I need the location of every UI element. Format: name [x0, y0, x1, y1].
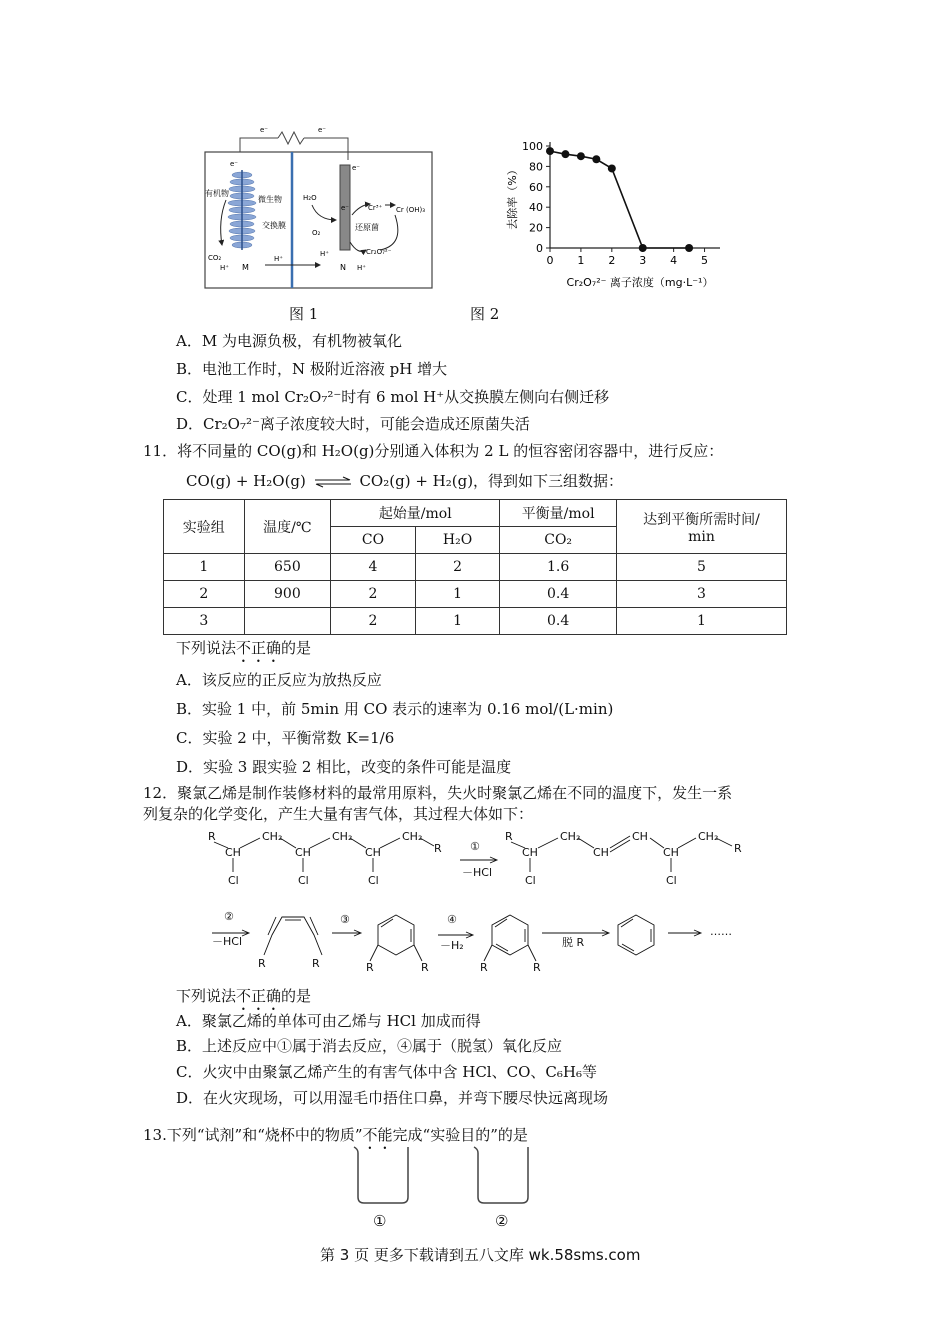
equilibrium-arrow-icon: [313, 476, 353, 488]
q11-data-table: [163, 499, 787, 635]
scheme-minus-hcl-1: －HCl: [462, 866, 493, 879]
q11-option-c: C．实验 2 中，平衡常数 K=1/6: [176, 729, 395, 747]
th-time-line2: min: [688, 528, 715, 545]
cell: 2: [415, 554, 500, 581]
fig1-label-m: M: [242, 263, 249, 272]
cell: 2: [331, 581, 416, 608]
cell: 3: [164, 608, 245, 635]
cell: 2: [331, 608, 416, 635]
scheme-ch: CH: [365, 846, 381, 859]
figure-2-removal-rate-chart: [500, 130, 730, 300]
fig1-label-electron-mid: e⁻: [341, 204, 350, 212]
q12-option-d: D．在火灾现场，可以用湿毛巾捂住口鼻，并弯下腰尽快远离现场: [176, 1089, 609, 1107]
cell: 0.4: [500, 581, 617, 608]
beaker-1-icon: [352, 1143, 414, 1205]
cell: 900: [244, 581, 331, 608]
th-h2o: H₂O: [415, 527, 500, 554]
scheme-ch2: CH₂: [560, 830, 581, 843]
fig1-label-electron-left: e⁻: [230, 160, 239, 168]
q11-equation-left: CO(g) + H₂O(g): [186, 472, 306, 490]
scheme-ch2: CH₂: [402, 830, 423, 843]
x-tick-label: 1: [577, 254, 585, 267]
x-tick-label: 3: [639, 254, 647, 267]
q11-ask-post: 的是: [281, 639, 312, 657]
scheme-ch: CH: [632, 830, 648, 843]
scheme-ch: CH: [663, 846, 679, 859]
fig1-label-hplus-mid: H⁺: [274, 255, 283, 263]
q12-ask-emphasis: 不正确: [236, 987, 282, 1005]
beaker-2-label: ②: [495, 1212, 509, 1230]
data-point: [561, 150, 569, 158]
q12-option-b: B．上述反应中①属于消去反应，④属于（脱氢）氧化反应: [176, 1037, 563, 1055]
cell: 3: [616, 581, 786, 608]
x-tick-label: 0: [546, 254, 554, 267]
y-tick-label: 100: [522, 140, 543, 153]
cell: 4: [331, 554, 416, 581]
scheme-ch: CH: [593, 846, 609, 859]
data-point: [577, 152, 585, 160]
table-row: [164, 554, 787, 581]
x-axis-label: Cr₂O₇²⁻ 离子浓度（mg·L⁻¹）: [566, 276, 714, 289]
q11-option-a: A．该反应的正反应为放热反应: [176, 671, 382, 689]
figure-1-battery-diagram: [200, 120, 440, 292]
q11-option-b: B．实验 1 中，前 5min 用 CO 表示的速率为 0.16 mol/(L·min): [176, 700, 614, 718]
fig1-label-organic: 有机物: [205, 189, 229, 198]
fig1-label-cr2o7: Cr₂O₇²⁻: [366, 248, 392, 256]
scheme-de-r: 脱 R: [562, 936, 585, 949]
series-line: [550, 151, 689, 248]
fig1-label-hplus-right: H⁺: [320, 250, 329, 258]
fig1-label-reducing-bacteria: 还原菌: [355, 223, 379, 232]
fig1-label-n: N: [340, 263, 346, 272]
cell: [244, 608, 331, 635]
fig1-label-electron-right: e⁻: [352, 164, 361, 172]
th-start: 起始量/mol: [331, 500, 500, 527]
scheme-cl: Cl: [525, 874, 536, 887]
q12-ask: [176, 986, 311, 1014]
q10-option-b: B．电池工作时，N 极附近溶液 pH 增大: [176, 360, 448, 378]
cell: 2: [164, 581, 245, 608]
q12-option-a: A．聚氯乙烯的单体可由乙烯与 HCl 加成而得: [176, 1012, 481, 1030]
fig1-label-h2o: H₂O: [303, 194, 317, 202]
th-eq: 平衡量/mol: [500, 500, 617, 527]
scheme-ellipsis: ……: [710, 925, 732, 938]
figure-2-caption: 图 2: [470, 305, 500, 323]
q13-stem-emphasis: 不能: [362, 1126, 393, 1144]
q12-stem-line2: 列复杂的化学变化，产生大量有害气体，其过程大体如下：: [143, 805, 534, 823]
q11-ask-pre: 下列说法: [176, 639, 237, 657]
scheme-step-1: ①: [470, 840, 480, 853]
scheme-cl: Cl: [298, 874, 309, 887]
th-group: 实验组: [164, 500, 245, 554]
scheme-cl: Cl: [368, 874, 379, 887]
fig1-label-electron-top-left: e⁻: [260, 126, 269, 134]
th-co: CO: [331, 527, 416, 554]
scheme-cl: Cl: [228, 874, 239, 887]
q10-option-d: D．Cr₂O₇²⁻离子浓度较大时，可能会造成还原菌失活: [176, 415, 530, 433]
q12-ask-pre: 下列说法: [176, 987, 237, 1005]
scheme-ch: CH: [295, 846, 311, 859]
fig1-label-microbe: 微生物: [258, 195, 282, 204]
y-tick-label: 60: [529, 180, 543, 194]
cell: 1: [164, 554, 245, 581]
scheme-minus-h2: －H₂: [440, 939, 464, 952]
q12-option-c: C．火灾中由聚氯乙烯产生的有害气体中含 HCl、CO、C₆H₆等: [176, 1063, 597, 1081]
fig1-label-co2: CO₂: [208, 254, 222, 262]
fig1-label-o2: O₂: [312, 229, 321, 237]
q10-option-a: A．M 为电源负极，有机物被氧化: [176, 332, 402, 350]
fig1-label-membrane: 交换膜: [262, 221, 286, 230]
scheme-r: R: [312, 957, 320, 970]
q12-ask-post: 的是: [281, 987, 312, 1005]
y-tick-label: 20: [529, 221, 543, 235]
cell: 1: [616, 608, 786, 635]
q11-equation-right: CO₂(g) + H₂(g)，得到如下三组数据：: [359, 472, 624, 490]
th-temp: 温度/℃: [244, 500, 331, 554]
scheme-r: R: [434, 842, 442, 855]
q11-option-d: D．实验 3 跟实验 2 相比，改变的条件可能是温度: [176, 758, 512, 776]
scheme-step-4: ④: [447, 913, 457, 926]
scheme-r: R: [258, 957, 266, 970]
th-co2: CO₂: [500, 527, 617, 554]
scheme-r: R: [734, 842, 742, 855]
th-time: [616, 500, 786, 554]
data-point: [685, 244, 693, 252]
q13-stem-pre: 13.下列“试剂”和“烧杯中的物质”: [143, 1126, 363, 1144]
scheme-step-3: ③: [340, 913, 350, 926]
cell: 0.4: [500, 608, 617, 635]
data-point: [608, 164, 616, 172]
scheme-minus-hcl-2: －HCl: [212, 935, 243, 948]
y-axis-label: 去除率（%）: [506, 164, 519, 230]
table-row: [164, 581, 787, 608]
data-point: [592, 155, 600, 163]
th-time-line1: 达到平衡所需时间/: [643, 511, 760, 528]
cell: 1.6: [500, 554, 617, 581]
scheme-ch2: CH₂: [698, 830, 719, 843]
cell: 1: [415, 608, 500, 635]
y-tick-label: 40: [529, 201, 543, 215]
fig1-label-croh3: Cr (OH)₃: [396, 206, 426, 214]
q11-ask-emphasis: 不正确: [236, 639, 282, 657]
scheme-r: R: [421, 961, 429, 974]
scheme-ch: CH: [522, 846, 538, 859]
scheme-r: R: [208, 830, 216, 843]
x-tick-label: 2: [608, 254, 616, 267]
q12-stem-line1: 12．聚氯乙烯是制作装修材料的最常用原料，失火时聚氯乙烯在不同的温度下，发生一系: [143, 784, 733, 802]
scheme-r: R: [505, 830, 513, 843]
data-point: [639, 244, 647, 252]
cell: 5: [616, 554, 786, 581]
fig1-label-hplus-n: H⁺: [357, 264, 366, 272]
scheme-ch2: CH₂: [262, 830, 283, 843]
scheme-r: R: [366, 961, 374, 974]
x-tick-label: 5: [701, 254, 709, 267]
beaker-1-label: ①: [373, 1212, 387, 1230]
scheme-r: R: [480, 961, 488, 974]
scheme-ch2: CH₂: [332, 830, 353, 843]
q11-equation: [186, 471, 623, 491]
scheme-r: R: [533, 961, 541, 974]
page-footer: 第 3 页 更多下载请到五八文库 wk.58sms.com: [320, 1246, 641, 1264]
table-row: [164, 608, 787, 635]
q11-stem: 11．将不同量的 CO(g)和 H₂O(g)分别通入体积为 2 L 的恒容密闭容器中，进行反应：: [143, 442, 724, 460]
scheme-ch: CH: [225, 846, 241, 859]
q10-option-c: C．处理 1 mol Cr₂O₇²⁻时有 6 mol H⁺从交换膜左侧向右侧迁移: [176, 388, 610, 406]
q13-stem: [143, 1125, 528, 1153]
scheme-step-2: ②: [224, 910, 234, 923]
scheme-cl: Cl: [666, 874, 677, 887]
q12-scheme-row2: [200, 905, 760, 980]
data-point: [546, 147, 554, 155]
fig1-label-cr3: Cr³⁺: [368, 204, 383, 212]
fig1-label-hplus-left: H⁺: [220, 264, 229, 272]
q13-stem-post: 完成“实验目的”的是: [392, 1126, 528, 1144]
q12-scheme-row1: [200, 828, 760, 894]
y-tick-label: 80: [529, 160, 543, 174]
cell: 650: [244, 554, 331, 581]
y-tick-label: 0: [536, 242, 543, 255]
fig1-label-electron-top-right: e⁻: [318, 126, 327, 134]
beaker-2-icon: [472, 1143, 534, 1205]
q11-ask: [176, 638, 311, 666]
figure-1-caption: 图 1: [289, 305, 319, 323]
cell: 1: [415, 581, 500, 608]
x-tick-label: 4: [670, 254, 678, 267]
